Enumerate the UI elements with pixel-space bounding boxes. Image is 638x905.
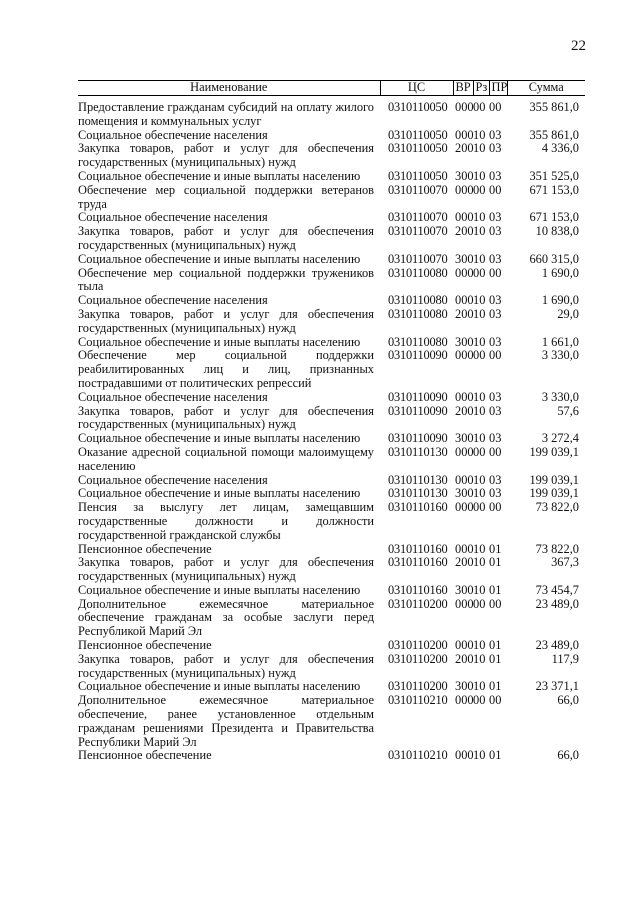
table-row <box>78 225 585 253</box>
row-sum: 73 454,7 <box>535 582 579 597</box>
row-sum: 23 489,0 <box>535 638 579 653</box>
row-cs-code: 0310110070 <box>388 182 448 197</box>
row-cs-code: 0310110050 <box>388 168 448 183</box>
row-pr-code: 01 <box>489 555 502 570</box>
row-cs-code: 0310110080 <box>388 306 448 321</box>
table-row <box>78 96 585 129</box>
row-rz-code: 10 <box>473 651 486 666</box>
row-rz-code: 10 <box>473 168 486 183</box>
row-vr-code: 000 <box>455 265 474 280</box>
row-name: Обеспечение мер социальной поддержки реабилитированных лиц и лиц, признанных пострадавшими от политических репрессий <box>78 348 374 390</box>
table-row <box>78 653 585 681</box>
row-pr-code: 00 <box>489 596 502 611</box>
page-number: 22 <box>571 38 586 54</box>
row-pr-code: 00 <box>489 265 502 280</box>
row-cs-code: 0310110080 <box>388 293 448 308</box>
row-rz-code: 10 <box>473 638 486 653</box>
row-vr-code: 000 <box>455 748 474 763</box>
row-name: Предоставление гражданам субсидий на оплату жилого помещения и коммунальных услуг <box>78 100 374 128</box>
row-pr-code: 03 <box>489 168 502 183</box>
row-pr-code: 03 <box>489 403 502 418</box>
table-row <box>78 584 585 598</box>
row-vr-code: 300 <box>455 334 474 349</box>
row-sum: 3 330,0 <box>541 348 579 363</box>
row-vr-code: 200 <box>455 141 474 156</box>
table-row <box>78 487 585 501</box>
row-cs-code: 0310110080 <box>388 265 448 280</box>
table-row <box>78 253 585 267</box>
row-vr-code: 000 <box>455 293 474 308</box>
row-pr-code: 03 <box>489 127 502 142</box>
row-sum: 199 039,1 <box>529 486 579 501</box>
row-vr-code: 300 <box>455 679 474 694</box>
row-cs-code: 0310110200 <box>388 638 448 653</box>
row-rz-code: 10 <box>473 403 486 418</box>
row-sum: 29,0 <box>557 306 579 321</box>
row-pr-code: 00 <box>489 693 502 708</box>
row-name: Социальное обеспечение и иные выплаты населению <box>78 582 361 597</box>
row-sum: 1 690,0 <box>541 293 579 308</box>
row-rz-code: 10 <box>473 679 486 694</box>
header-vr: ВР <box>453 81 473 96</box>
row-vr-code: 200 <box>455 306 474 321</box>
row-sum: 671 153,0 <box>529 210 579 225</box>
row-rz-code: 00 <box>473 348 486 363</box>
row-sum: 73 822,0 <box>535 500 579 515</box>
row-name: Пенсионное обеспечение <box>78 541 212 556</box>
row-rz-code: 10 <box>473 210 486 225</box>
table-row <box>78 129 585 143</box>
row-vr-code: 200 <box>455 224 474 239</box>
table-row <box>78 501 585 542</box>
row-pr-code: 03 <box>489 224 502 239</box>
row-cs-code: 0310110090 <box>388 389 448 404</box>
row-pr-code: 00 <box>489 100 502 114</box>
table-row <box>78 432 585 446</box>
row-pr-code: 03 <box>489 389 502 404</box>
row-name: Социальное обеспечение населения <box>78 389 268 404</box>
row-name: Закупка товаров, работ и услуг для обеспечения государственных (муниципальных) нужд <box>78 403 374 432</box>
row-rz-code: 10 <box>473 486 486 501</box>
row-rz-code: 10 <box>473 431 486 446</box>
table-row <box>78 680 585 694</box>
row-sum: 66,0 <box>557 748 579 763</box>
row-name: Оказание адресной социальной помощи малоимущему населению <box>78 444 374 473</box>
table-body <box>78 96 585 764</box>
row-rz-code: 10 <box>473 472 486 487</box>
row-rz-code: 10 <box>473 582 486 597</box>
row-rz-code: 00 <box>473 265 486 280</box>
table-row <box>78 543 585 557</box>
row-rz-code: 10 <box>473 293 486 308</box>
row-cs-code: 0310110130 <box>388 486 448 501</box>
row-cs-code: 0310110070 <box>388 210 448 225</box>
row-vr-code: 000 <box>455 348 474 363</box>
row-cs-code: 0310110130 <box>388 472 448 487</box>
table-row <box>78 391 585 405</box>
row-sum: 4 336,0 <box>541 141 579 156</box>
row-rz-code: 10 <box>473 334 486 349</box>
table-row <box>78 211 585 225</box>
row-name: Социальное обеспечение населения <box>78 127 268 142</box>
row-name: Закупка товаров, работ и услуг для обеспечения государственных (муниципальных) нужд <box>78 306 374 335</box>
row-sum: 355 861,0 <box>529 100 579 114</box>
row-cs-code: 0310110080 <box>388 334 448 349</box>
row-name: Социальное обеспечение населения <box>78 210 268 225</box>
row-sum: 671 153,0 <box>529 182 579 197</box>
row-name: Закупка товаров, работ и услуг для обеспечения государственных (муниципальных) нужд <box>78 555 374 584</box>
row-name: Социальное обеспечение и иные выплаты населению <box>78 168 361 183</box>
row-cs-code: 0310110200 <box>388 596 448 611</box>
row-name: Обеспечение мер социальной поддержки тружеников тыла <box>78 265 374 294</box>
row-vr-code: 000 <box>455 127 474 142</box>
row-cs-code: 0310110160 <box>388 541 448 556</box>
table-row <box>78 749 585 763</box>
row-sum: 351 525,0 <box>529 168 579 183</box>
row-cs-code: 0310110070 <box>388 224 448 239</box>
row-cs-code: 0310110200 <box>388 651 448 666</box>
table-header <box>78 81 585 96</box>
table-row <box>78 694 585 749</box>
row-pr-code: 01 <box>489 638 502 653</box>
header-pr: ПР <box>489 81 507 96</box>
row-pr-code: 01 <box>489 679 502 694</box>
row-sum: 23 489,0 <box>535 596 579 611</box>
row-sum: 66,0 <box>557 693 579 708</box>
row-sum: 10 838,0 <box>535 224 579 239</box>
row-sum: 73 822,0 <box>535 541 579 556</box>
table-row <box>78 142 585 170</box>
row-pr-code: 03 <box>489 334 502 349</box>
row-rz-code: 10 <box>473 541 486 556</box>
row-sum: 367,3 <box>551 555 579 570</box>
row-cs-code: 0310110160 <box>388 555 448 570</box>
row-pr-code: 00 <box>489 348 502 363</box>
row-cs-code: 0310110160 <box>388 500 448 515</box>
row-pr-code: 03 <box>489 141 502 156</box>
row-pr-code: 00 <box>489 500 502 515</box>
row-sum: 1 690,0 <box>541 265 579 280</box>
row-rz-code: 00 <box>473 100 486 114</box>
row-vr-code: 000 <box>455 693 474 708</box>
header-cs: ЦС <box>380 81 453 96</box>
row-sum: 3 272,4 <box>541 431 579 446</box>
header-rz: Рз <box>473 81 489 96</box>
row-name: Пенсионное обеспечение <box>78 748 212 763</box>
row-cs-code: 0310110090 <box>388 431 448 446</box>
row-cs-code: 0310110070 <box>388 251 448 266</box>
row-name: Пенсия за выслугу лет лицам, замещавшим государственные должности и должности государственной гражданской службы <box>78 500 374 542</box>
table-row <box>78 267 585 295</box>
row-rz-code: 10 <box>473 224 486 239</box>
row-name: Закупка товаров, работ и услуг для обеспечения государственных (муниципальных) нужд <box>78 141 374 170</box>
row-sum: 1 661,0 <box>541 334 579 349</box>
table-row <box>78 308 585 336</box>
row-rz-code: 00 <box>473 500 486 515</box>
row-pr-code: 03 <box>489 306 502 321</box>
table-row <box>78 446 585 474</box>
row-sum: 355 861,0 <box>529 127 579 142</box>
row-sum: 199 039,1 <box>529 444 579 459</box>
row-vr-code: 200 <box>455 555 474 570</box>
row-rz-code: 00 <box>473 182 486 197</box>
row-name: Социальное обеспечение и иные выплаты населению <box>78 679 361 694</box>
row-name: Социальное обеспечение и иные выплаты населению <box>78 334 361 349</box>
row-vr-code: 200 <box>455 403 474 418</box>
row-name: Социальное обеспечение населения <box>78 472 268 487</box>
row-sum: 3 330,0 <box>541 389 579 404</box>
row-vr-code: 000 <box>455 389 474 404</box>
row-vr-code: 000 <box>455 472 474 487</box>
table-row <box>78 598 585 639</box>
table-row <box>78 170 585 184</box>
row-name: Социальное обеспечение и иные выплаты населению <box>78 251 361 266</box>
row-sum: 57,6 <box>557 403 579 418</box>
row-name: Закупка товаров, работ и услуг для обеспечения государственных (муниципальных) нужд <box>78 651 374 680</box>
row-pr-code: 01 <box>489 748 502 763</box>
row-cs-code: 0310110160 <box>388 582 448 597</box>
row-pr-code: 01 <box>489 541 502 556</box>
row-rz-code: 00 <box>473 596 486 611</box>
row-vr-code: 300 <box>455 486 474 501</box>
row-cs-code: 0310110090 <box>388 403 448 418</box>
table-row <box>78 639 585 653</box>
table-row <box>78 556 585 584</box>
row-name: Обеспечение мер социальной поддержки ветеранов труда <box>78 182 374 211</box>
row-sum: 199 039,1 <box>529 472 579 487</box>
header-name: Наименование <box>78 81 380 96</box>
row-name: Социальное обеспечение и иные выплаты населению <box>78 486 361 501</box>
row-rz-code: 10 <box>473 389 486 404</box>
row-name: Дополнительное ежемесячное материальное обеспечение, ранее установленное отдельным гражданам решениями Президента и Правительства Республики Марий Эл <box>78 693 374 749</box>
header-sum: Сумма <box>507 81 585 96</box>
table-row <box>78 349 585 390</box>
table-row <box>78 405 585 433</box>
row-vr-code: 300 <box>455 582 474 597</box>
row-rz-code: 10 <box>473 306 486 321</box>
row-cs-code: 0310110050 <box>388 141 448 156</box>
row-cs-code: 0310110130 <box>388 444 448 459</box>
row-pr-code: 03 <box>489 210 502 225</box>
row-pr-code: 01 <box>489 582 502 597</box>
row-rz-code: 10 <box>473 251 486 266</box>
row-name: Закупка товаров, работ и услуг для обеспечения государственных (муниципальных) нужд <box>78 224 374 252</box>
row-cs-code: 0310110050 <box>388 100 448 114</box>
row-pr-code: 03 <box>489 431 502 446</box>
row-cs-code: 0310110200 <box>388 679 448 694</box>
row-name: Пенсионное обеспечение <box>78 638 212 653</box>
row-rz-code: 10 <box>473 141 486 156</box>
table-row <box>78 294 585 308</box>
row-vr-code: 300 <box>455 251 474 266</box>
row-vr-code: 000 <box>455 541 474 556</box>
row-pr-code: 03 <box>489 293 502 308</box>
row-vr-code: 000 <box>455 500 474 515</box>
budget-table-container <box>78 80 585 763</box>
row-rz-code: 00 <box>473 444 486 459</box>
row-vr-code: 300 <box>455 431 474 446</box>
row-name: Социальное обеспечение и иные выплаты населению <box>78 431 361 446</box>
row-name: Социальное обеспечение населения <box>78 293 268 308</box>
row-vr-code: 200 <box>455 651 474 666</box>
budget-table <box>78 80 585 763</box>
row-rz-code: 10 <box>473 555 486 570</box>
row-sum: 117,9 <box>551 651 579 666</box>
row-vr-code: 000 <box>455 444 474 459</box>
row-pr-code: 03 <box>489 472 502 487</box>
row-rz-code: 00 <box>473 693 486 708</box>
row-vr-code: 000 <box>455 182 474 197</box>
row-rz-code: 10 <box>473 748 486 763</box>
row-rz-code: 10 <box>473 127 486 142</box>
row-pr-code: 00 <box>489 444 502 459</box>
row-pr-code: 00 <box>489 182 502 197</box>
row-pr-code: 03 <box>489 486 502 501</box>
row-vr-code: 300 <box>455 168 474 183</box>
row-cs-code: 0310110210 <box>388 748 448 763</box>
row-cs-code: 0310110050 <box>388 127 448 142</box>
row-name: Дополнительное ежемесячное материальное обеспечение гражданам за особые заслуги перед Республикой Марий Эл <box>78 596 374 639</box>
row-cs-code: 0310110210 <box>388 693 448 708</box>
row-pr-code: 01 <box>489 651 502 666</box>
table-row <box>78 184 585 212</box>
row-sum: 23 371,1 <box>535 679 579 694</box>
row-vr-code: 000 <box>455 596 474 611</box>
row-cs-code: 0310110090 <box>388 348 448 363</box>
row-sum: 660 315,0 <box>529 251 579 266</box>
table-row <box>78 474 585 488</box>
row-vr-code: 000 <box>455 638 474 653</box>
row-vr-code: 000 <box>455 100 474 114</box>
table-row <box>78 336 585 350</box>
row-pr-code: 03 <box>489 251 502 266</box>
row-vr-code: 000 <box>455 210 474 225</box>
